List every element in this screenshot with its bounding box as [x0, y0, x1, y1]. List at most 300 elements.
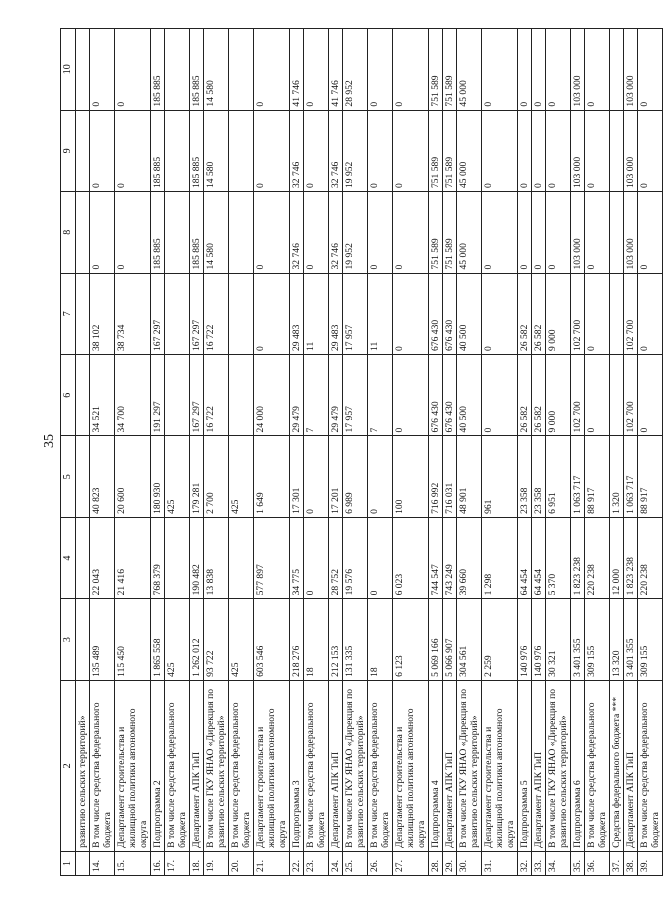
value-cell: 93 722	[204, 599, 229, 680]
value-cell: 16 722	[204, 354, 229, 435]
value-cell: 309 155	[638, 599, 663, 680]
value-cell: 1 823 238	[624, 517, 638, 598]
row-number-cell: 32.	[518, 851, 532, 875]
value-cell: 676 430	[443, 273, 457, 354]
value-cell: 3 401 355	[624, 599, 638, 680]
value-cell: 102 700	[624, 354, 638, 435]
value-cell: 0	[518, 29, 532, 111]
value-cell: 0	[254, 192, 290, 273]
header-cell: 8	[61, 192, 76, 273]
table-row	[304, 29, 329, 876]
value-cell	[76, 273, 90, 354]
row-number-cell: 23.	[304, 851, 329, 875]
row-number-cell: 37.	[610, 851, 624, 875]
table-row	[76, 29, 90, 876]
value-cell: 1 865 558	[151, 599, 165, 680]
row-name-cell: Департамент АПК ТиП	[443, 680, 457, 851]
row-number-cell	[76, 851, 90, 875]
value-cell: 425	[229, 599, 254, 680]
value-cell: 220 238	[585, 517, 610, 598]
table-row	[165, 29, 190, 876]
value-cell: 0	[90, 29, 115, 111]
table-row	[368, 29, 393, 876]
row-number-cell: 27.	[393, 851, 429, 875]
value-cell: 30 321	[546, 599, 571, 680]
value-cell: 185 885	[190, 29, 204, 111]
value-cell: 751 589	[443, 110, 457, 191]
value-cell: 0	[254, 110, 290, 191]
row-name-cell: Средства федерального бюджета ***	[610, 680, 624, 851]
value-cell: 103 000	[624, 29, 638, 111]
row-number-cell: 26.	[368, 851, 393, 875]
value-cell: 9 000	[546, 354, 571, 435]
row-name-cell: В том числе средства федерального бюджета	[304, 680, 329, 851]
value-cell	[165, 354, 190, 435]
value-cell: 24 000	[254, 354, 290, 435]
value-cell: 0	[638, 273, 663, 354]
value-cell: 0	[585, 29, 610, 111]
table-row	[329, 29, 343, 876]
value-cell: 16 722	[204, 273, 229, 354]
table-row	[532, 29, 546, 876]
value-cell: 0	[585, 273, 610, 354]
value-cell: 103 000	[571, 192, 585, 273]
value-cell: 185 885	[151, 192, 165, 273]
table-row	[482, 29, 518, 876]
value-cell: 0	[115, 29, 151, 111]
row-name-cell: развитию сельских территорий»	[76, 680, 90, 851]
value-cell: 6 989	[343, 436, 368, 517]
value-cell: 716 031	[443, 436, 457, 517]
value-cell: 6 951	[546, 436, 571, 517]
value-cell: 0	[304, 192, 329, 273]
value-cell: 676 430	[429, 273, 443, 354]
value-cell: 0	[482, 273, 518, 354]
row-name-cell: В том числе средства федерального бюджета	[90, 680, 115, 851]
table-row	[518, 29, 532, 876]
value-cell: 0	[638, 29, 663, 111]
value-cell: 12 000	[610, 517, 624, 598]
value-cell: 0	[482, 354, 518, 435]
value-cell: 28 752	[329, 517, 343, 598]
value-cell	[76, 517, 90, 598]
value-cell: 190 482	[190, 517, 204, 598]
value-cell: 0	[393, 273, 429, 354]
value-cell: 425	[165, 436, 190, 517]
value-cell: 135 489	[90, 599, 115, 680]
value-cell: 603 546	[254, 599, 290, 680]
table-row	[610, 29, 624, 876]
value-cell: 0	[638, 354, 663, 435]
rotated-table-wrapper	[60, 28, 661, 876]
row-name-cell: В том числе средства федерального бюджета	[585, 680, 610, 851]
value-cell: 23 358	[518, 436, 532, 517]
row-name-cell: Подпрограмма 6	[571, 680, 585, 851]
value-cell: 0	[368, 29, 393, 111]
value-cell: 185 885	[190, 192, 204, 273]
value-cell: 140 976	[532, 599, 546, 680]
row-number-cell: 19.	[204, 851, 229, 875]
value-cell	[610, 110, 624, 191]
value-cell: 0	[115, 192, 151, 273]
table-row	[151, 29, 165, 876]
value-cell: 103 000	[624, 192, 638, 273]
row-name-cell: В том числе средства федерального бюджета	[229, 680, 254, 851]
value-cell	[165, 517, 190, 598]
value-cell: 22 043	[90, 517, 115, 598]
value-cell: 1 298	[482, 517, 518, 598]
row-name-cell: В том числе ГКУ ЯНАО «Дирекция по развитию сельских территорий»	[546, 680, 571, 851]
value-cell	[610, 273, 624, 354]
value-cell: 32 746	[290, 192, 304, 273]
value-cell: 180 930	[151, 436, 165, 517]
value-cell	[165, 273, 190, 354]
value-cell: 14 580	[204, 192, 229, 273]
value-cell: 0	[532, 110, 546, 191]
value-cell: 103 000	[624, 110, 638, 191]
value-cell: 676 430	[443, 354, 457, 435]
row-name-cell: Департамент строительства и жилищной политики автономного округа	[482, 680, 518, 851]
value-cell: 743 249	[443, 517, 457, 598]
value-cell: 0	[546, 192, 571, 273]
value-cell: 26 582	[532, 273, 546, 354]
value-cell: 45 000	[457, 192, 482, 273]
header-cell: 5	[61, 436, 76, 517]
row-name-cell: В том числе средства федерального бюджета	[638, 680, 663, 851]
value-cell: 1 063 717	[571, 436, 585, 517]
value-cell: 34 521	[90, 354, 115, 435]
value-cell: 1 649	[254, 436, 290, 517]
value-cell: 40 823	[90, 436, 115, 517]
value-cell	[76, 29, 90, 111]
value-cell: 1 262 012	[190, 599, 204, 680]
row-name-cell: Департамент АПК ТиП	[329, 680, 343, 851]
value-cell: 0	[368, 110, 393, 191]
value-cell: 0	[304, 436, 329, 517]
table-row	[254, 29, 290, 876]
value-cell: 751 589	[443, 192, 457, 273]
value-cell: 23 358	[532, 436, 546, 517]
header-cell: 9	[61, 110, 76, 191]
row-number-cell: 28.	[429, 851, 443, 875]
value-cell: 744 547	[429, 517, 443, 598]
row-name-cell: Подпрограмма 5	[518, 680, 532, 851]
value-cell: 212 153	[329, 599, 343, 680]
value-cell: 716 992	[429, 436, 443, 517]
row-number-cell: 21.	[254, 851, 290, 875]
value-cell: 0	[518, 110, 532, 191]
value-cell: 751 589	[429, 29, 443, 111]
value-cell: 28 952	[343, 29, 368, 111]
value-cell: 100	[393, 436, 429, 517]
value-cell: 103 000	[571, 29, 585, 111]
value-cell: 961	[482, 436, 518, 517]
value-cell: 26 582	[532, 354, 546, 435]
value-cell: 0	[585, 110, 610, 191]
value-cell: 32 746	[329, 110, 343, 191]
value-cell: 0	[304, 29, 329, 111]
table-row	[229, 29, 254, 876]
value-cell: 0	[304, 517, 329, 598]
value-cell: 577 897	[254, 517, 290, 598]
value-cell: 45 000	[457, 110, 482, 191]
value-cell: 0	[546, 29, 571, 111]
value-cell: 64 454	[518, 517, 532, 598]
value-cell	[229, 192, 254, 273]
value-cell: 9 000	[546, 273, 571, 354]
row-number-cell: 30.	[457, 851, 482, 875]
table-row	[638, 29, 663, 876]
value-cell	[610, 192, 624, 273]
value-cell: 29 479	[329, 354, 343, 435]
value-cell: 0	[482, 29, 518, 111]
value-cell: 7	[304, 354, 329, 435]
value-cell	[229, 110, 254, 191]
value-cell: 29 483	[290, 273, 304, 354]
value-cell: 1 320	[610, 436, 624, 517]
row-number-cell: 36.	[585, 851, 610, 875]
row-name-cell: В том числе ГКУ ЯНАО «Дирекция по развитию сельских территорий»	[204, 680, 229, 851]
value-cell: 32 746	[329, 192, 343, 273]
value-cell: 32 746	[290, 110, 304, 191]
value-cell: 3 401 355	[571, 599, 585, 680]
value-cell: 19 952	[343, 192, 368, 273]
budget-table	[60, 28, 663, 876]
value-cell	[165, 110, 190, 191]
value-cell: 38 102	[90, 273, 115, 354]
value-cell: 0	[393, 29, 429, 111]
value-cell: 34 775	[290, 517, 304, 598]
row-name-cell: Департамент строительства и жилищной политики автономного округа	[254, 680, 290, 851]
header-cell: 3	[61, 599, 76, 680]
value-cell	[76, 110, 90, 191]
value-cell: 48 901	[457, 436, 482, 517]
value-cell: 2 700	[204, 436, 229, 517]
value-cell: 751 589	[429, 192, 443, 273]
row-name-cell: Подпрограмма 4	[429, 680, 443, 851]
value-cell: 0	[368, 517, 393, 598]
value-cell: 45 000	[457, 29, 482, 111]
row-number-cell: 20.	[229, 851, 254, 875]
value-cell: 0	[546, 110, 571, 191]
table-body	[76, 29, 663, 876]
table-row	[571, 29, 585, 876]
value-cell: 751 589	[429, 110, 443, 191]
value-cell: 29 483	[329, 273, 343, 354]
row-name-cell: В том числе ГКУ ЯНАО «Дирекция по развитию сельских территорий»	[457, 680, 482, 851]
value-cell: 21 416	[115, 517, 151, 598]
value-cell: 13 838	[204, 517, 229, 598]
value-cell: 220 238	[638, 517, 663, 598]
value-cell: 41 746	[329, 29, 343, 111]
value-cell: 5 069 166	[429, 599, 443, 680]
value-cell: 29 479	[290, 354, 304, 435]
row-name-cell: В том числе ГКУ ЯНАО «Дирекция по развитию сельских территорий»	[343, 680, 368, 851]
row-number-cell: 31.	[482, 851, 518, 875]
value-cell: 0	[393, 354, 429, 435]
value-cell: 0	[482, 192, 518, 273]
row-number-cell: 15.	[115, 851, 151, 875]
row-name-cell: Департамент АПК ТиП	[190, 680, 204, 851]
value-cell: 26 582	[518, 354, 532, 435]
value-cell: 131 335	[343, 599, 368, 680]
table-row	[624, 29, 638, 876]
value-cell	[76, 192, 90, 273]
row-number-cell: 29.	[443, 851, 457, 875]
value-cell: 17 957	[343, 354, 368, 435]
value-cell	[229, 273, 254, 354]
value-cell: 115 450	[115, 599, 151, 680]
header-cell: 7	[61, 273, 76, 354]
value-cell: 309 155	[585, 599, 610, 680]
value-cell: 0	[254, 273, 290, 354]
table-row	[90, 29, 115, 876]
value-cell: 0	[585, 354, 610, 435]
value-cell	[229, 29, 254, 111]
value-cell: 167 297	[151, 273, 165, 354]
value-cell: 179 281	[190, 436, 204, 517]
row-name-cell: Департамент строительства и жилищной политики автономного округа	[393, 680, 429, 851]
table-row	[393, 29, 429, 876]
value-cell: 0	[518, 192, 532, 273]
value-cell	[76, 599, 90, 680]
value-cell: 0	[638, 110, 663, 191]
value-cell: 18	[304, 599, 329, 680]
value-cell: 6 123	[393, 599, 429, 680]
value-cell: 185 885	[151, 29, 165, 111]
value-cell: 88 917	[638, 436, 663, 517]
value-cell	[165, 192, 190, 273]
value-cell: 1 063 717	[624, 436, 638, 517]
value-cell: 102 700	[571, 354, 585, 435]
value-cell: 14 580	[204, 110, 229, 191]
table-row	[115, 29, 151, 876]
value-cell: 140 976	[518, 599, 532, 680]
value-cell: 20 600	[115, 436, 151, 517]
value-cell: 0	[304, 110, 329, 191]
value-cell: 191 297	[151, 354, 165, 435]
value-cell: 0	[368, 192, 393, 273]
value-cell: 18	[368, 599, 393, 680]
value-cell: 0	[115, 110, 151, 191]
table-row	[546, 29, 571, 876]
value-cell: 1 823 238	[571, 517, 585, 598]
value-cell: 0	[393, 110, 429, 191]
value-cell	[229, 517, 254, 598]
row-number-cell: 16.	[151, 851, 165, 875]
row-name-cell: Департамент АПК ТиП	[624, 680, 638, 851]
row-number-cell: 18.	[190, 851, 204, 875]
value-cell: 102 700	[624, 273, 638, 354]
value-cell: 17 201	[329, 436, 343, 517]
value-cell: 40 500	[457, 273, 482, 354]
value-cell: 5 066 907	[443, 599, 457, 680]
row-number-cell: 39.	[638, 851, 663, 875]
value-cell: 26 582	[518, 273, 532, 354]
value-cell: 185 885	[151, 110, 165, 191]
row-number-cell: 33.	[532, 851, 546, 875]
table-row	[585, 29, 610, 876]
value-cell: 218 276	[290, 599, 304, 680]
value-cell: 13 320	[610, 599, 624, 680]
value-cell: 167 297	[190, 273, 204, 354]
value-cell: 88 917	[585, 436, 610, 517]
value-cell: 14 580	[204, 29, 229, 111]
value-cell: 425	[229, 436, 254, 517]
value-cell: 304 561	[457, 599, 482, 680]
value-cell: 7	[368, 354, 393, 435]
table-row	[204, 29, 229, 876]
value-cell: 0	[532, 29, 546, 111]
row-number-cell: 22.	[290, 851, 304, 875]
row-name-cell: В том числе средства федерального бюджета	[165, 680, 190, 851]
row-name-cell: Департамент строительства и жилищной политики автономного округа	[115, 680, 151, 851]
value-cell: 39 660	[457, 517, 482, 598]
table-row	[290, 29, 304, 876]
value-cell	[229, 354, 254, 435]
row-number-cell: 17.	[165, 851, 190, 875]
row-name-cell: Департамент АПК ТиП	[532, 680, 546, 851]
value-cell: 0	[90, 192, 115, 273]
value-cell: 103 000	[571, 110, 585, 191]
row-name-cell: Подпрограмма 3	[290, 680, 304, 851]
row-number-cell: 38.	[624, 851, 638, 875]
value-cell: 64 454	[532, 517, 546, 598]
value-cell: 751 589	[443, 29, 457, 111]
row-name-cell: Подпрограмма 2	[151, 680, 165, 851]
value-cell: 0	[90, 110, 115, 191]
value-cell: 0	[254, 29, 290, 111]
value-cell: 0	[532, 192, 546, 273]
value-cell: 185 885	[190, 110, 204, 191]
row-number-cell: 35.	[571, 851, 585, 875]
value-cell	[76, 354, 90, 435]
value-cell: 0	[393, 192, 429, 273]
value-cell: 0	[638, 192, 663, 273]
value-cell: 0	[368, 436, 393, 517]
row-number-cell: 34.	[546, 851, 571, 875]
value-cell: 768 379	[151, 517, 165, 598]
row-number-cell: 25.	[343, 851, 368, 875]
value-cell: 17 957	[343, 273, 368, 354]
row-name-cell: В том числе средства федерального бюджета	[368, 680, 393, 851]
value-cell: 40 500	[457, 354, 482, 435]
value-cell: 0	[482, 110, 518, 191]
table-row	[457, 29, 482, 876]
value-cell: 38 734	[115, 273, 151, 354]
value-cell: 0	[585, 192, 610, 273]
header-row	[61, 29, 76, 876]
header-cell: 1	[61, 851, 76, 875]
value-cell: 19 576	[343, 517, 368, 598]
value-cell	[76, 436, 90, 517]
value-cell: 102 700	[571, 273, 585, 354]
value-cell: 11	[368, 273, 393, 354]
header-cell: 6	[61, 354, 76, 435]
header-cell: 2	[61, 680, 76, 851]
value-cell: 2 259	[482, 599, 518, 680]
value-cell: 167 297	[190, 354, 204, 435]
value-cell: 34 700	[115, 354, 151, 435]
row-number-cell: 14.	[90, 851, 115, 875]
value-cell: 19 952	[343, 110, 368, 191]
value-cell: 41 746	[290, 29, 304, 111]
value-cell: 6 023	[393, 517, 429, 598]
value-cell	[165, 29, 190, 111]
row-number-cell: 24.	[329, 851, 343, 875]
header-cell: 10	[61, 29, 76, 111]
value-cell: 17 301	[290, 436, 304, 517]
